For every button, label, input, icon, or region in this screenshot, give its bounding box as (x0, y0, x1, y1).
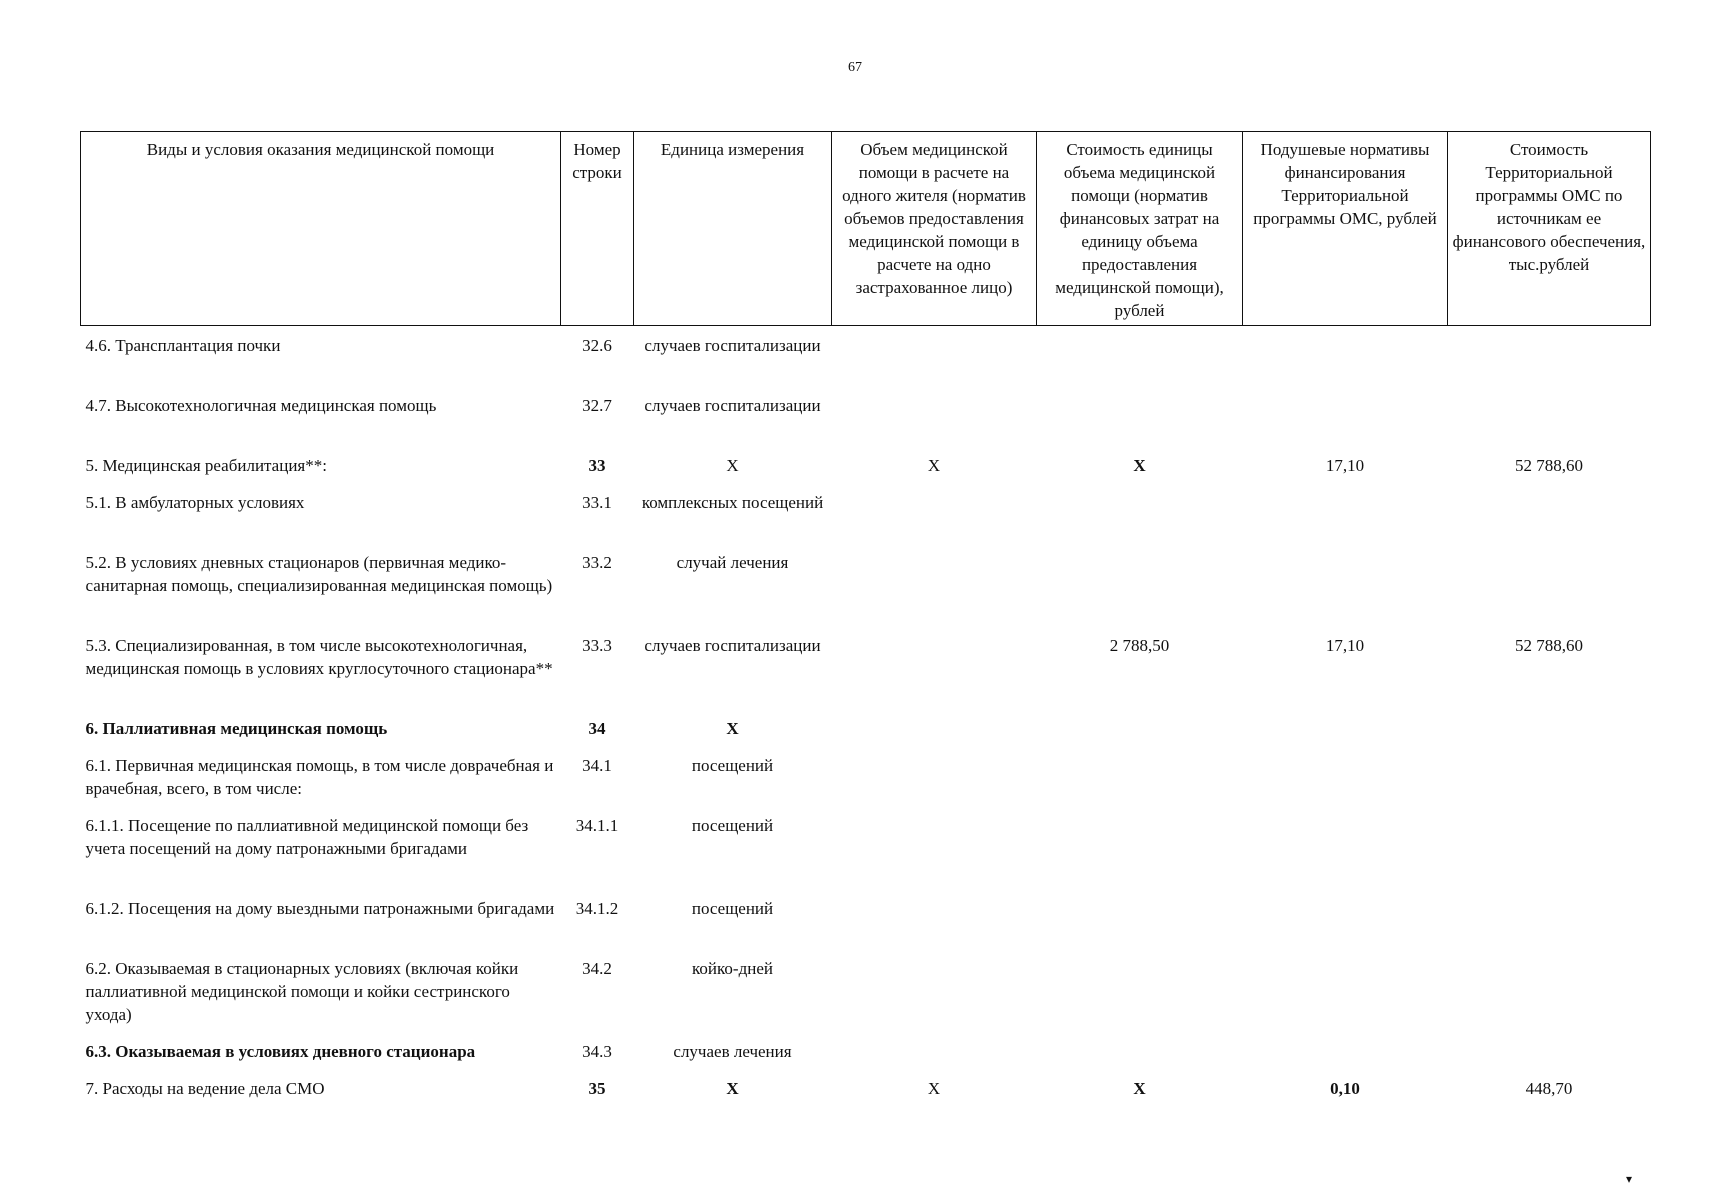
row-unit-cost (1037, 806, 1243, 889)
row-unit: случаев госпитализации (644, 395, 821, 415)
row-total: 52 788,60 (1515, 455, 1583, 475)
row-total (1448, 746, 1651, 806)
row-volume: X (927, 455, 941, 475)
row-number: 34.1.1 (575, 815, 619, 835)
row-unit-cost (1037, 326, 1243, 386)
row-unit-cost: X (1133, 455, 1146, 475)
row-name: 6.1.2. Посещения на дому выездными патронажными бригадами (85, 898, 555, 918)
row-unit-cost (1037, 386, 1243, 446)
row-unit-cost (1037, 483, 1243, 543)
row-unit-cost: 2 788,50 (1109, 635, 1170, 655)
row-unit: случай лечения (676, 552, 789, 572)
row-total (1448, 889, 1651, 949)
table-row (81, 746, 1651, 806)
row-unit: комплексных посещений (641, 492, 824, 512)
row-unit-cost: X (1133, 1078, 1146, 1098)
row-number: 33.2 (582, 552, 612, 572)
row-number: 34.3 (582, 1041, 612, 1061)
header-unit-cost: Стоимость единицы объема медицинской помощи (норматив финансовых затрат на единицу объема предоставления медицинской помощи), рублей (1037, 132, 1243, 326)
row-name: 5.2. В условиях дневных стационаров (первичная медико-санитарная помощь, специализированная медицинская помощь) (85, 552, 553, 595)
table-row (81, 889, 1651, 949)
header-care-type: Виды и условия оказания медицинской помощи (81, 132, 561, 326)
row-name: 7. Расходы на ведение дела СМО (85, 1078, 325, 1098)
row-number: 34.1.2 (575, 898, 619, 918)
row-name: 6.1.1. Посещение по паллиативной медицинской помощи без учета посещений на дому патронажными бригадами (85, 815, 529, 858)
row-number: 34.1 (582, 755, 612, 775)
table-row (81, 483, 1651, 543)
row-per-capita: 0,10 (1330, 1078, 1360, 1098)
row-volume (832, 1032, 1037, 1069)
header-per-capita: Подушевые нормативы финансирования Территориальной программы ОМС, рублей (1243, 132, 1448, 326)
row-number: 33 (588, 455, 606, 475)
row-number: 33.1 (582, 492, 612, 512)
table-header-row (81, 132, 1651, 326)
row-volume (832, 949, 1037, 1032)
row-per-capita (1243, 746, 1448, 806)
row-name: 6. Паллиативная медицинская помощь (85, 718, 388, 738)
row-name: 6.3. Оказываемая в условиях дневного стационара (85, 1041, 476, 1061)
row-name: 5.1. В амбулаторных условиях (85, 492, 305, 512)
row-volume: X (927, 1078, 941, 1098)
row-total (1448, 806, 1651, 889)
row-volume (832, 326, 1037, 386)
header-volume: Объем медицинской помощи в расчете на одного жителя (норматив объемов предоставления медицинской помощи в расчете на одно застрахованное лицо) (832, 132, 1037, 326)
row-per-capita (1243, 889, 1448, 949)
row-unit: X (726, 1078, 739, 1098)
table-row (81, 806, 1651, 889)
row-unit: посещений (691, 898, 774, 918)
medical-care-table (80, 131, 1651, 1106)
row-volume (832, 543, 1037, 626)
header-total-cost: Стоимость Территориальной программы ОМС по источникам ее финансового обеспечения, тыс.рублей (1448, 132, 1651, 326)
page-number: 67 (848, 60, 862, 75)
row-unit-cost (1037, 949, 1243, 1032)
row-per-capita: 17,10 (1325, 635, 1365, 655)
row-number: 33.3 (582, 635, 612, 655)
table-row (81, 543, 1651, 626)
row-per-capita (1243, 1032, 1448, 1069)
row-per-capita (1243, 806, 1448, 889)
table-row (81, 1032, 1651, 1069)
row-name: 5. Медицинская реабилитация**: (85, 455, 327, 475)
row-unit: X (726, 718, 739, 738)
row-per-capita (1243, 709, 1448, 746)
row-name: 4.7. Высокотехнологичная медицинская помощь (85, 395, 437, 415)
row-unit: X (726, 455, 739, 475)
row-per-capita (1243, 949, 1448, 1032)
table-row (81, 446, 1651, 483)
row-unit-cost (1037, 1032, 1243, 1069)
row-name: 6.2. Оказываемая в стационарных условиях (включая койки паллиативной медицинской помощи и койки сестринского ухода) (85, 958, 519, 1024)
row-total (1448, 326, 1651, 386)
row-total (1448, 949, 1651, 1032)
table-row (81, 1069, 1651, 1106)
row-total (1448, 483, 1651, 543)
row-total: 448,70 (1525, 1078, 1573, 1098)
row-volume (832, 889, 1037, 949)
row-volume (832, 806, 1037, 889)
table-row (81, 326, 1651, 386)
row-total (1448, 1032, 1651, 1069)
row-total (1448, 386, 1651, 446)
table-row (81, 949, 1651, 1032)
row-number: 34.2 (582, 958, 612, 978)
row-unit: случаев лечения (673, 1041, 792, 1061)
row-volume (832, 746, 1037, 806)
row-per-capita (1243, 386, 1448, 446)
row-unit: посещений (691, 815, 774, 835)
row-unit-cost (1037, 746, 1243, 806)
row-name: 6.1. Первичная медицинская помощь, в том числе доврачебная и врачебная, всего, в том числе: (85, 755, 554, 798)
row-volume (832, 483, 1037, 543)
table-row (81, 709, 1651, 746)
table-row (81, 626, 1651, 709)
header-unit: Единица измерения (634, 132, 832, 326)
scan-speck: ▾ (1625, 1172, 1632, 1186)
row-number: 34 (588, 718, 606, 738)
row-name: 5.3. Специализированная, в том числе высокотехнологичная, медицинская помощь в условиях круглосуточного стационара** (85, 635, 553, 678)
row-total (1448, 543, 1651, 626)
row-per-capita (1243, 326, 1448, 386)
row-unit-cost (1037, 709, 1243, 746)
row-volume (832, 709, 1037, 746)
row-unit: посещений (691, 755, 774, 775)
row-total: 52 788,60 (1515, 635, 1583, 655)
row-unit-cost (1037, 889, 1243, 949)
table-row (81, 386, 1651, 446)
row-per-capita (1243, 483, 1448, 543)
header-row-number: Номер строки (561, 132, 634, 326)
row-unit: случаев госпитализации (644, 635, 821, 655)
row-unit: койко-дней (692, 958, 773, 978)
row-name: 4.6. Трансплантация почки (85, 336, 281, 355)
row-unit: случаев госпитализации (644, 336, 821, 355)
row-number: 35 (588, 1078, 606, 1098)
row-volume (832, 386, 1037, 446)
row-number: 32.7 (582, 395, 612, 415)
row-total (1448, 709, 1651, 746)
row-per-capita (1243, 543, 1448, 626)
row-volume (832, 626, 1037, 709)
row-per-capita: 17,10 (1325, 455, 1365, 475)
row-unit-cost (1037, 543, 1243, 626)
row-number: 32.6 (582, 336, 612, 355)
